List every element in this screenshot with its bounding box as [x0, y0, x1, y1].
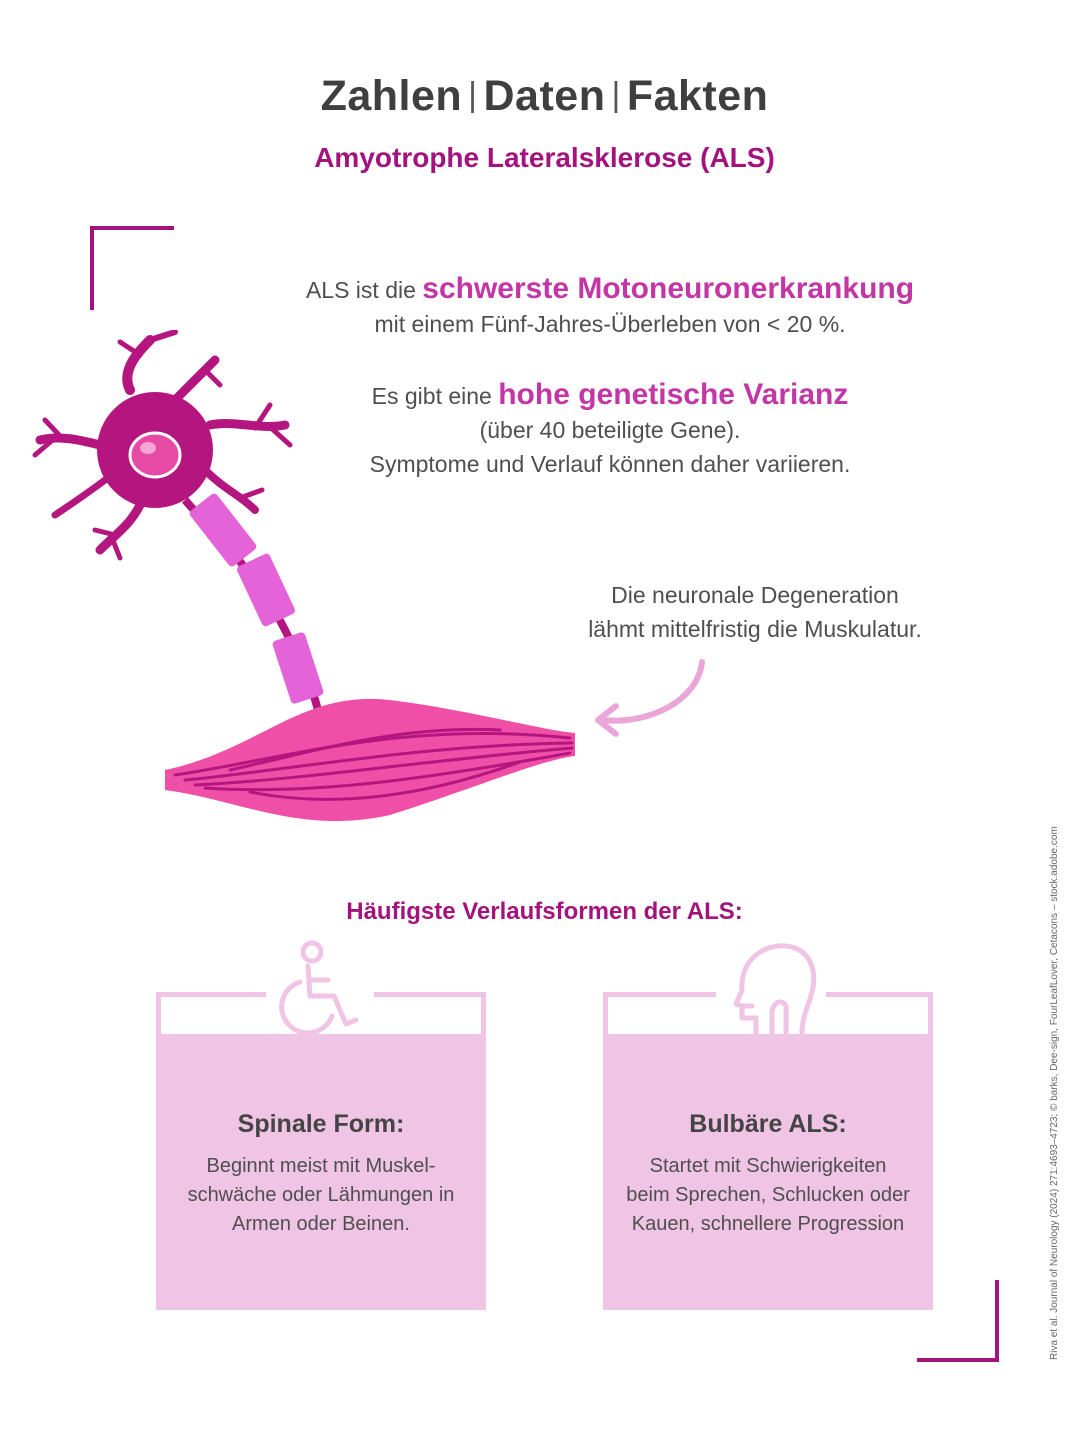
degeneration-line2: lähmt mittelfristig die Muskulatur. — [588, 616, 922, 642]
card-bulbar-body — [603, 1152, 933, 1239]
card-bulbar-line: Kauen, schnellere Progression — [631, 1213, 905, 1235]
source-credit: Riva et al. Journal of Neurology (2024) 271:4693–4723; © barks, Dee-sign, FourLeafLover, Cetacons – stock.adobe.com — [1049, 826, 1060, 1360]
card-bulbar — [603, 1034, 933, 1310]
head-profile-icon — [716, 938, 826, 1038]
card-spinal — [156, 1034, 486, 1310]
fact-genetics-highlight: hohe genetische Varianz — [498, 378, 849, 411]
fact-severity-line1 — [200, 272, 1020, 307]
corner-bracket-top-left — [90, 226, 174, 310]
axon-icon — [185, 492, 324, 710]
fact-genetics-line2: (über 40 beteiligte Gene). — [479, 417, 741, 443]
card-spinal-body — [156, 1152, 486, 1239]
title-part-fakten: Fakten — [626, 72, 769, 120]
card-spinal-line: schwäche oder Lähmungen in — [187, 1184, 455, 1206]
page-subtitle: Amyotrophe Lateralsklerose (ALS) — [314, 142, 775, 173]
title-part-daten: Daten — [483, 72, 606, 120]
degeneration-note — [540, 578, 970, 646]
muscle-icon — [165, 699, 575, 821]
title-separator: | — [468, 76, 478, 114]
title-part-zahlen: Zahlen — [320, 72, 463, 120]
fact-genetics-prefix: Es gibt eine — [371, 383, 499, 409]
title-separator: | — [611, 76, 621, 114]
fact-severity-line2: mit einem Fünf-Jahres-Überleben von < 20 %. — [374, 311, 846, 337]
page-title — [0, 72, 1089, 121]
card-spinal-line: Armen oder Beinen. — [232, 1213, 410, 1235]
fact-severity-highlight: schwerste Motoneuronerkrankung — [422, 272, 915, 305]
forms-heading: Häufigste Verlaufsformen der ALS: — [346, 898, 743, 925]
neuron-muscle-illustration — [0, 330, 620, 850]
degeneration-line1: Die neuronale Degeneration — [611, 582, 899, 608]
card-spinal-line: Beginnt meist mit Muskel- — [206, 1155, 436, 1177]
fact-genetics-line3: Symptome und Verlauf können daher variieren. — [369, 451, 851, 477]
wheelchair-icon — [266, 938, 374, 1038]
fact-severity-prefix: ALS ist die — [305, 277, 423, 303]
card-spinal-title: Spinale Form: — [237, 1110, 405, 1138]
neuron-cell-icon — [35, 332, 290, 558]
card-bulbar-line: Startet mit Schwierigkeiten — [649, 1155, 887, 1177]
card-bulbar-line: beim Sprechen, Schlucken oder — [626, 1184, 910, 1206]
card-bulbar-title: Bulbäre ALS: — [689, 1110, 847, 1138]
curved-arrow-icon — [580, 650, 720, 750]
